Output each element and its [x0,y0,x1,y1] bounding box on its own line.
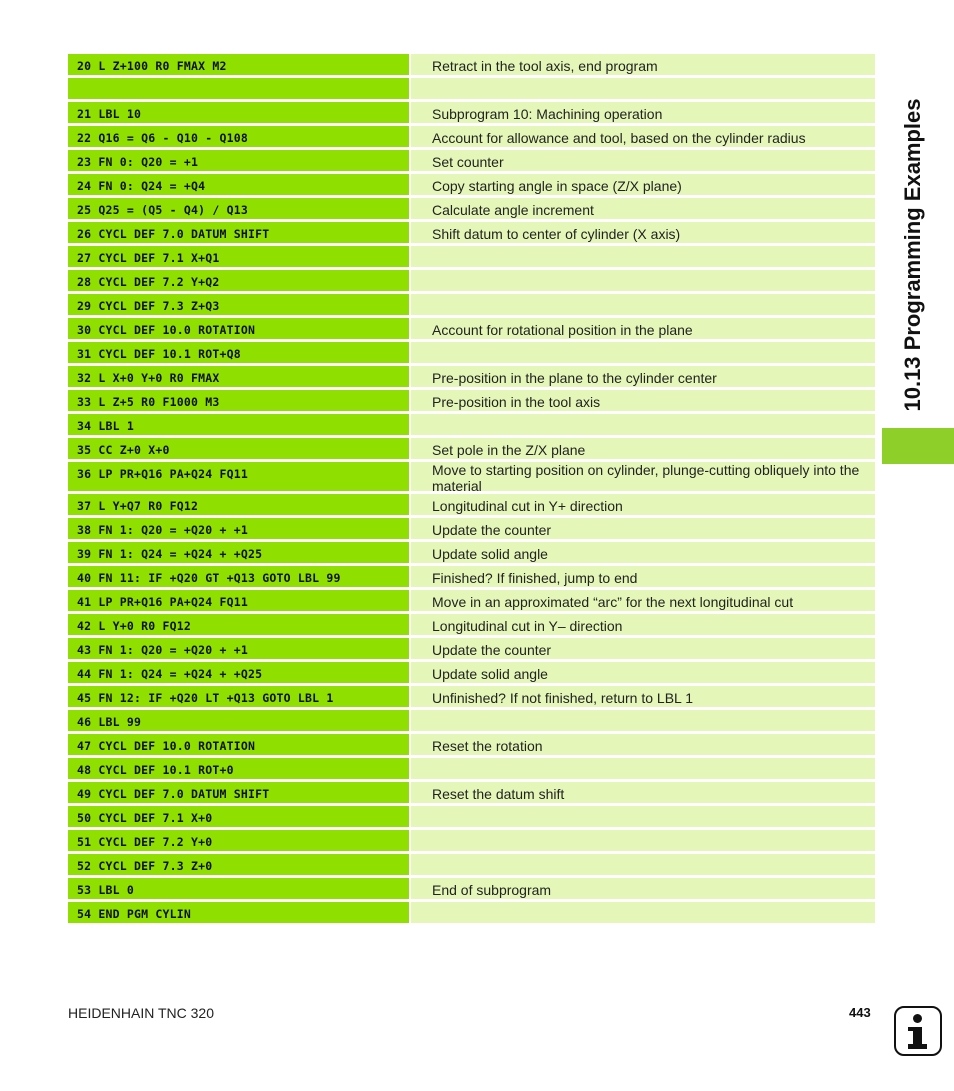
table-row [68,462,875,494]
section-title [893,50,933,460]
code-text: 53 LBL 0 [77,883,134,897]
code-text: 51 CYCL DEF 7.2 Y+0 [77,835,213,849]
code-text: 52 CYCL DEF 7.3 Z+0 [77,859,213,873]
code-cell [68,686,409,707]
code-cell [68,902,409,923]
table-row [68,854,875,875]
code-cell [68,342,409,363]
code-cell [68,782,409,803]
code-text: 28 CYCL DEF 7.2 Y+Q2 [77,275,220,289]
code-cell [68,366,409,387]
table-row [68,366,875,387]
code-text: 46 LBL 99 [77,715,142,729]
code-cell [68,414,409,435]
description-cell [411,758,875,779]
table-row [68,710,875,731]
code-text: 49 CYCL DEF 7.0 DATUM SHIFT [77,787,270,801]
description-cell: Update the counter [411,638,875,659]
description-cell: Reset the rotation [411,734,875,755]
code-text: 37 L Y+Q7 R0 FQ12 [77,499,199,513]
table-row [68,78,875,99]
code-cell [68,638,409,659]
code-cell [68,614,409,635]
code-cell [68,590,409,611]
code-text: 34 LBL 1 [77,419,134,433]
table-row [68,518,875,539]
table-row [68,782,875,803]
description-cell: Calculate angle increment [411,198,875,219]
code-cell [68,174,409,195]
description-cell [411,806,875,827]
table-row [68,318,875,339]
table-row [68,686,875,707]
description-cell: Update solid angle [411,662,875,683]
program-table [68,54,875,926]
description-cell [411,342,875,363]
table-row [68,342,875,363]
table-row [68,414,875,435]
description-cell: Set pole in the Z/X plane [411,438,875,459]
code-cell [68,734,409,755]
code-text: 48 CYCL DEF 10.1 ROT+0 [77,763,234,777]
description-cell: Update solid angle [411,542,875,563]
code-cell [68,462,409,491]
table-row [68,390,875,411]
code-text: 41 LP PR+Q16 PA+Q24 FQ11 [77,595,248,609]
code-cell [68,518,409,539]
table-row [68,542,875,563]
table-row [68,614,875,635]
code-cell [68,758,409,779]
code-cell [68,150,409,171]
code-cell [68,878,409,899]
description-cell: Account for allowance and tool, based on the cylinder radius [411,126,875,147]
code-text: 23 FN 0: Q20 = +1 [77,155,199,169]
code-text: 54 END PGM CYLIN [77,907,191,921]
code-cell [68,830,409,851]
code-text: 27 CYCL DEF 7.1 X+Q1 [77,251,220,265]
description-cell: Set counter [411,150,875,171]
code-text: 50 CYCL DEF 7.1 X+0 [77,811,213,825]
code-cell [68,566,409,587]
table-row [68,662,875,683]
table-row [68,902,875,923]
code-cell [68,78,409,99]
code-cell [68,662,409,683]
section-title-text: 10.13 Programming Examples [900,98,925,412]
table-row [68,494,875,515]
description-cell: Account for rotational position in the plane [411,318,875,339]
description-cell [411,294,875,315]
table-row [68,150,875,171]
code-text: 35 CC Z+0 X+0 [77,443,170,457]
code-text: 43 FN 1: Q20 = +Q20 + +1 [77,643,248,657]
table-row [68,174,875,195]
code-text: 45 FN 12: IF +Q20 LT +Q13 GOTO LBL 1 [77,691,334,705]
table-row [68,246,875,267]
table-row [68,590,875,611]
description-cell [411,414,875,435]
code-cell [68,438,409,459]
description-cell: Finished? If finished, jump to end [411,566,875,587]
code-text: 24 FN 0: Q24 = +Q4 [77,179,206,193]
code-cell [68,222,409,243]
code-cell [68,390,409,411]
description-cell: Longitudinal cut in Y+ direction [411,494,875,515]
code-cell [68,198,409,219]
table-row [68,806,875,827]
table-row [68,54,875,75]
footer-product: HEIDENHAIN TNC 320 [68,1005,215,1021]
code-text: 36 LP PR+Q16 PA+Q24 FQ11 [77,467,248,481]
code-cell [68,102,409,123]
code-cell [68,710,409,731]
table-row [68,270,875,291]
table-row [68,438,875,459]
description-cell [411,246,875,267]
code-text: 47 CYCL DEF 10.0 ROTATION [77,739,256,753]
description-cell: Move to starting position on cylinder, plunge-cutting obliquely into the material [411,462,875,491]
code-cell [68,294,409,315]
description-cell [411,78,875,99]
description-cell: Pre-position in the tool axis [411,390,875,411]
table-row [68,830,875,851]
description-cell: Pre-position in the plane to the cylinder center [411,366,875,387]
code-text: 22 Q16 = Q6 - Q10 - Q108 [77,131,248,145]
description-cell: Copy starting angle in space (Z/X plane) [411,174,875,195]
code-text: 30 CYCL DEF 10.0 ROTATION [77,323,256,337]
description-cell [411,710,875,731]
code-cell [68,494,409,515]
table-row [68,638,875,659]
code-text: 29 CYCL DEF 7.3 Z+Q3 [77,299,220,313]
table-row [68,734,875,755]
code-text: 33 L Z+5 R0 F1000 M3 [77,395,220,409]
description-cell: Subprogram 10: Machining operation [411,102,875,123]
code-text: 40 FN 11: IF +Q20 GT +Q13 GOTO LBL 99 [77,571,341,585]
code-text: 26 CYCL DEF 7.0 DATUM SHIFT [77,227,270,241]
description-cell: Longitudinal cut in Y– direction [411,614,875,635]
description-cell: End of subprogram [411,878,875,899]
description-cell [411,902,875,923]
description-cell: Unfinished? If not finished, return to LBL 1 [411,686,875,707]
table-row [68,294,875,315]
description-cell [411,854,875,875]
footer-page-number: 443 [849,1005,871,1020]
code-text: 21 LBL 10 [77,107,142,121]
code-text: 44 FN 1: Q24 = +Q24 + +Q25 [77,667,263,681]
description-cell: Move in an approximated “arc” for the next longitudinal cut [411,590,875,611]
table-row [68,566,875,587]
info-icon [894,1006,942,1056]
code-text: 20 L Z+100 R0 FMAX M2 [77,59,227,73]
table-row [68,758,875,779]
table-row [68,222,875,243]
chapter-tab [882,428,954,464]
code-cell [68,126,409,147]
code-text: 38 FN 1: Q20 = +Q20 + +1 [77,523,248,537]
description-cell: Update the counter [411,518,875,539]
table-row [68,198,875,219]
table-row [68,102,875,123]
description-cell: Retract in the tool axis, end program [411,54,875,75]
code-text: 39 FN 1: Q24 = +Q24 + +Q25 [77,547,263,561]
code-cell [68,54,409,75]
table-row [68,126,875,147]
code-cell [68,542,409,563]
description-cell: Reset the datum shift [411,782,875,803]
code-text: 25 Q25 = (Q5 - Q4) / Q13 [77,203,248,217]
code-cell [68,246,409,267]
description-cell: Shift datum to center of cylinder (X axis) [411,222,875,243]
code-cell [68,806,409,827]
code-text: 31 CYCL DEF 10.1 ROT+Q8 [77,347,241,361]
code-text: 32 L X+0 Y+0 R0 FMAX [77,371,220,385]
code-cell [68,854,409,875]
code-cell [68,318,409,339]
description-cell [411,830,875,851]
code-text: 42 L Y+0 R0 FQ12 [77,619,191,633]
table-row [68,878,875,899]
description-cell [411,270,875,291]
code-cell [68,270,409,291]
